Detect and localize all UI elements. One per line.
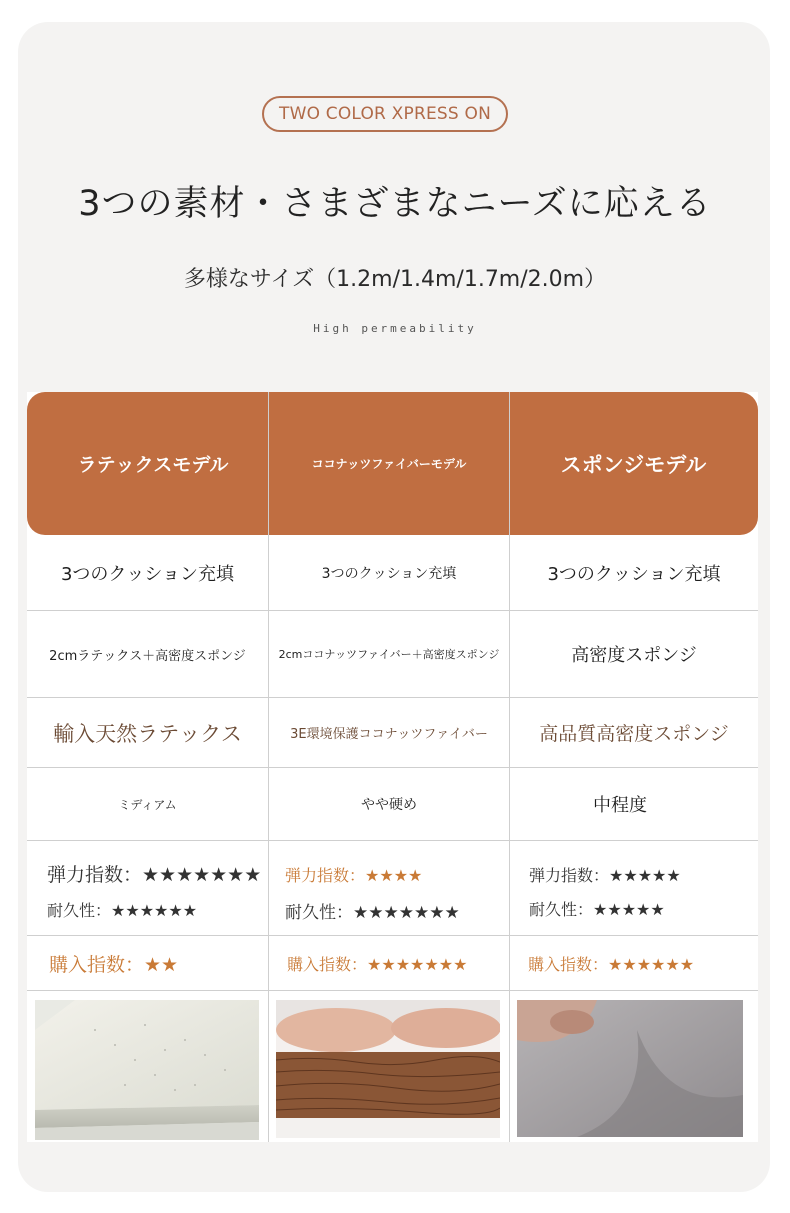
cushion-sponge: 3つのクッション充填 bbox=[547, 563, 721, 585]
material-sponge: 高品質高密度スポンジ bbox=[539, 723, 729, 745]
coconut-fiber-image bbox=[276, 1000, 500, 1138]
sponge-image bbox=[517, 1000, 743, 1137]
comparison-table bbox=[27, 392, 758, 1142]
row-divider bbox=[27, 990, 758, 991]
elasticity-latex: 弾力指数：★★★★★★★ bbox=[47, 863, 262, 886]
material-latex: 輸入天然ラテックス bbox=[53, 721, 242, 746]
elasticity-coconut: 弾力指数：★★★★ bbox=[285, 865, 423, 885]
firmness-latex: ミディアム bbox=[118, 797, 177, 812]
layers-sponge: 高密度スポンジ bbox=[571, 645, 697, 666]
tagline: High permeability bbox=[313, 322, 477, 335]
sponge-illustration bbox=[517, 1000, 743, 1137]
durability-coconut: 耐久性：★★★★★★★ bbox=[285, 902, 460, 923]
cushion-latex: 3つのクッション充填 bbox=[60, 563, 235, 585]
cushion-coconut: 3つのクッション充填 bbox=[321, 565, 457, 582]
coconut-fiber-illustration bbox=[276, 1000, 500, 1138]
purchase-coconut: 購入指数：★★★★★★★ bbox=[287, 954, 468, 974]
column-header-sponge: スポンジモデル bbox=[560, 452, 707, 477]
brand-badge: TWO COLOR XPRESS ON bbox=[262, 96, 508, 132]
size-subtitle: 多様なサイズ（1.2m/1.4m/1.7m/2.0m） bbox=[183, 267, 607, 292]
durability-sponge: 耐久性：★★★★★ bbox=[529, 899, 665, 919]
purchase-sponge: 購入指数：★★★★★★ bbox=[528, 954, 695, 974]
purchase-latex: 購入指数：★★ bbox=[49, 953, 179, 976]
elasticity-sponge: 弾力指数：★★★★★ bbox=[529, 865, 681, 885]
layers-coconut: 2cmココナッツファイバー＋高密度スポンジ bbox=[278, 648, 500, 661]
latex-foam-image bbox=[35, 1000, 259, 1140]
layers-latex: 2cmラテックス＋高密度スポンジ bbox=[49, 648, 246, 664]
column-header-latex: ラテックスモデル bbox=[77, 454, 229, 476]
latex-foam-illustration bbox=[35, 1000, 259, 1140]
column-header-coconut: ココナッツファイバーモデル bbox=[311, 457, 467, 471]
durability-latex: 耐久性：★★★★★★ bbox=[47, 900, 198, 920]
page-title: 3つの素材・さまざまなニーズに応える bbox=[78, 184, 712, 224]
firmness-sponge: 中程度 bbox=[593, 795, 647, 816]
row-divider bbox=[27, 840, 758, 841]
firmness-coconut: やや硬め bbox=[361, 797, 417, 813]
material-coconut: 3E環境保護ココナッツファイバー bbox=[290, 727, 488, 742]
